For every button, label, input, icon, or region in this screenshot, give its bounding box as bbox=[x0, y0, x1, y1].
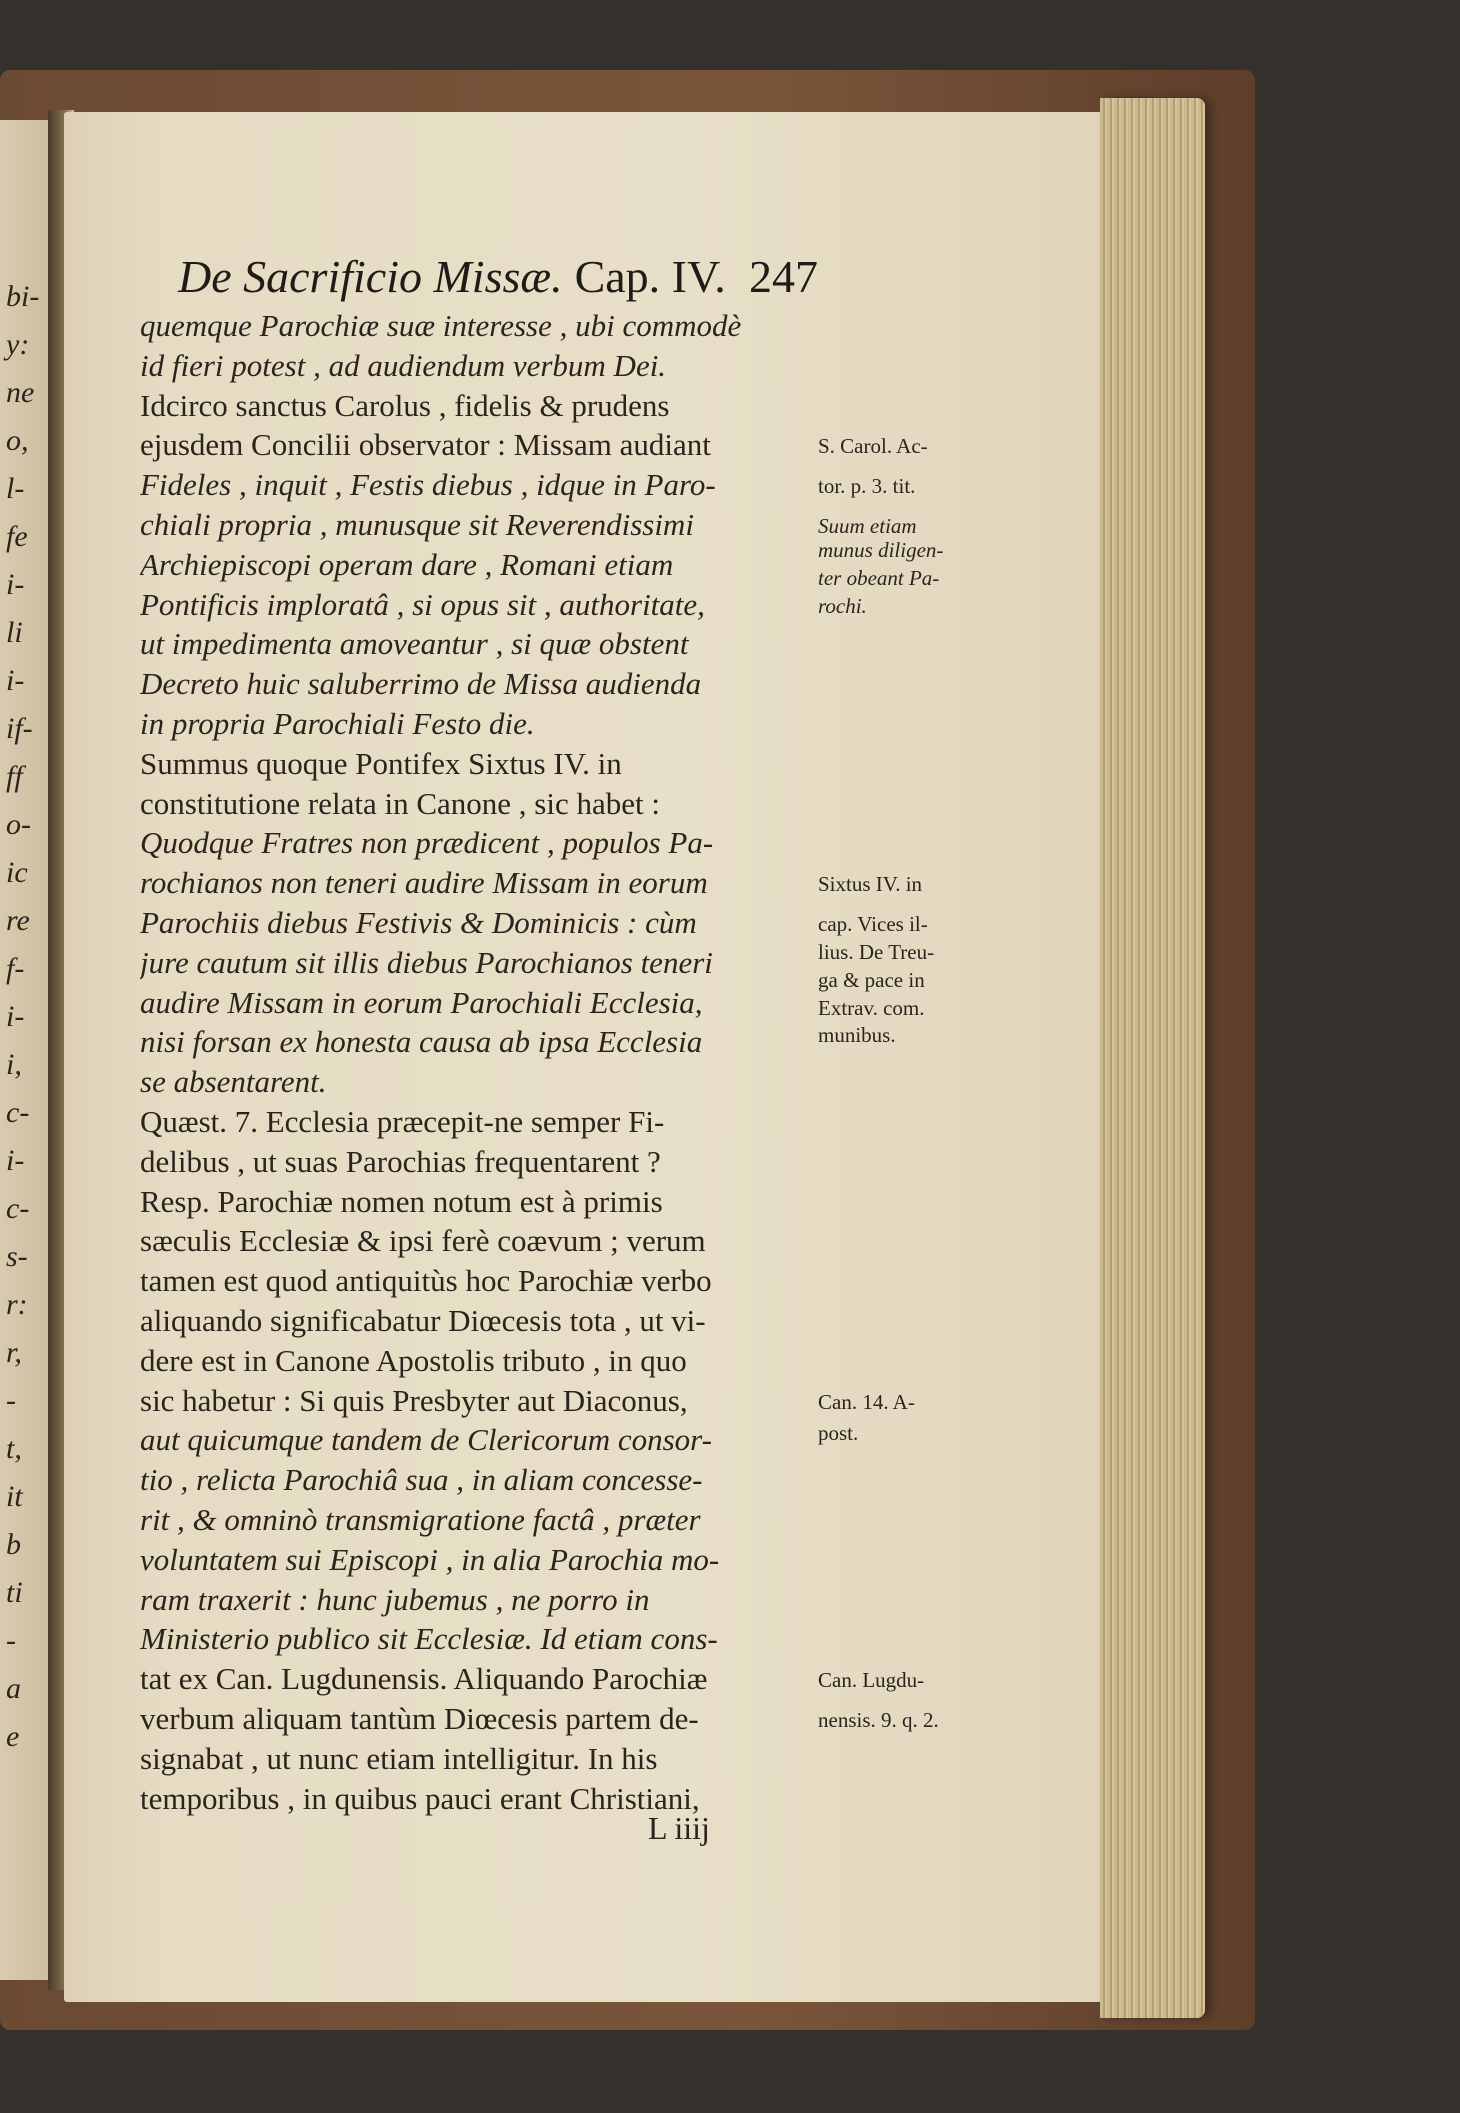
text-line: Decreto huic saluberrimo de Missa audienda bbox=[140, 666, 702, 702]
left-page-fragment: o, bbox=[6, 424, 29, 457]
left-page-fragment: e bbox=[6, 1720, 20, 1753]
text-line: dere est in Canone Apostolis tributo , in quo bbox=[140, 1342, 687, 1378]
text-line: nisi forsan ex honesta causa ab ipsa Ecclesia bbox=[140, 1024, 703, 1060]
header-chapter: Cap. IV. bbox=[574, 251, 726, 302]
margin-note-line: Can. Lugdu- bbox=[818, 1668, 925, 1693]
text-line: verbum aliquam tantùm Diœcesis partem de- bbox=[140, 1701, 699, 1736]
text-line: sic habetur : Si quis Presbyter aut Diaconus, bbox=[140, 1382, 688, 1418]
page-edges bbox=[1100, 98, 1205, 2018]
left-page-fragment: ne bbox=[6, 376, 35, 409]
running-header bbox=[178, 250, 818, 310]
text-line: Summus quoque Pontifex Sixtus IV. in bbox=[140, 745, 622, 781]
text-line: voluntatem sui Episcopi , in alia Parochia mo- bbox=[140, 1541, 720, 1577]
text-line: quemque Parochiæ suæ interesse , ubi commodè bbox=[140, 308, 742, 343]
text-line: Resp. Parochiæ nomen notum est à primis bbox=[140, 1183, 663, 1219]
text-line: aliquando significabatur Diœcesis tota , ut vi- bbox=[140, 1303, 706, 1338]
text-line: ram traxerit : hunc jubemus , ne porro in bbox=[140, 1581, 650, 1617]
text-line: delibus , ut suas Parochias frequentarent ? bbox=[140, 1143, 661, 1179]
left-page-fragment: b bbox=[6, 1528, 21, 1561]
text-line: sæculis Ecclesiæ & ipsi ferè coævum ; verum bbox=[140, 1223, 706, 1259]
text-line: Ministerio publico sit Ecclesiæ. Id etiam cons- bbox=[140, 1621, 718, 1657]
left-page-fragment: ti bbox=[6, 1576, 23, 1609]
text-line: in propria Parochiali Festo die. bbox=[140, 706, 535, 741]
text-line: Fideles , inquit , Festis diebus , idque in Paro- bbox=[140, 467, 716, 503]
text-line: Pontificis imploratâ , si opus sit , authoritate, bbox=[140, 586, 705, 622]
left-page-fragment: i- bbox=[6, 568, 25, 601]
text-line: tio , relicta Parochiâ sua , in aliam concesse- bbox=[140, 1462, 703, 1498]
left-page-fragment: re bbox=[6, 904, 30, 937]
text-line: tat ex Can. Lugdunensis. Aliquando Parochiæ bbox=[140, 1661, 708, 1697]
signature-mark: L iiij bbox=[648, 1810, 710, 1846]
left-page-edge bbox=[0, 120, 52, 1980]
margin-note-line: ter obeant Pa- bbox=[818, 565, 940, 590]
margin-note-line: ga & pace in bbox=[818, 967, 925, 992]
left-page-fragment: fe bbox=[6, 520, 28, 553]
left-page-fragment: r, bbox=[6, 1336, 22, 1369]
text-line: Parochiis diebus Festivis & Dominicis : cùm bbox=[140, 905, 697, 940]
text-line: audire Missam in eorum Parochiali Ecclesia, bbox=[140, 984, 703, 1020]
header-title: De Sacrificio Missæ. bbox=[178, 251, 563, 302]
left-page-fragment: a bbox=[6, 1672, 21, 1705]
left-page-fragment: s- bbox=[6, 1240, 28, 1273]
text-line: rochianos non teneri audire Missam in eorum bbox=[140, 865, 708, 901]
text-line: ejusdem Concilii observator : Missam audiant bbox=[140, 427, 711, 463]
margin-note-line: lius. De Treu- bbox=[818, 939, 935, 964]
margin-note-line: tor. p. 3. tit. bbox=[818, 474, 916, 499]
text-line: Idcirco sanctus Carolus , fidelis & prudens bbox=[140, 387, 670, 423]
left-page-fragment: o- bbox=[6, 808, 31, 841]
left-page-fragment: y: bbox=[6, 328, 30, 361]
margin-note-line: cap. Vices il- bbox=[818, 912, 928, 936]
text-line: tamen est quod antiquitùs hoc Parochiæ verbo bbox=[140, 1263, 712, 1299]
text-line: Quæst. 7. Ecclesia præcepit-ne semper Fi- bbox=[140, 1104, 665, 1139]
text-line: temporibus , in quibus pauci erant Christiani, bbox=[140, 1780, 700, 1816]
left-page-fragment: c- bbox=[6, 1192, 30, 1225]
text-line: se absentarent. bbox=[140, 1064, 327, 1100]
left-page-fragment: t, bbox=[6, 1432, 22, 1465]
left-page-fragment: c- bbox=[6, 1096, 30, 1129]
text-line: signabat , ut nunc etiam intelligitur. In his bbox=[140, 1740, 658, 1776]
margin-note-line: post. bbox=[818, 1421, 859, 1446]
margin-note-line: Can. 14. A- bbox=[818, 1389, 915, 1414]
margin-note-line: munus diligen- bbox=[818, 537, 944, 562]
margin-note-line: Extrav. com. bbox=[818, 995, 925, 1020]
margin-note-line: rochi. bbox=[818, 593, 867, 618]
left-page-fragment: if- bbox=[6, 712, 33, 745]
page-number: 247 bbox=[749, 251, 818, 302]
text-line: constitutione relata in Canone , sic habet : bbox=[140, 785, 660, 821]
left-page-fragment: i, bbox=[6, 1048, 22, 1081]
margin-note-line: munibus. bbox=[818, 1023, 896, 1048]
left-page-fragment: r: bbox=[6, 1288, 28, 1321]
text-line: id fieri potest , ad audiendum verbum Dei. bbox=[140, 347, 667, 383]
left-page-fragment: bi- bbox=[6, 280, 40, 313]
left-page-fragment: i- bbox=[6, 1144, 25, 1177]
left-page-fragment: f- bbox=[6, 952, 25, 985]
text-line: chiali propria , munusque sit Reverendissimi bbox=[140, 507, 694, 542]
text-line: jure cautum sit illis diebus Parochianos teneri bbox=[140, 944, 713, 980]
left-page-fragment: l- bbox=[6, 472, 25, 505]
text-line: Archiepiscopi operam dare , Romani etiam bbox=[140, 546, 674, 582]
left-page-fragment: li bbox=[6, 616, 23, 649]
left-page-fragment: - bbox=[6, 1384, 16, 1417]
margin-note-line: Suum etiam bbox=[818, 514, 917, 538]
left-page-fragment: it bbox=[6, 1480, 23, 1513]
left-page-fragment: i- bbox=[6, 664, 25, 697]
left-page-fragment: ff bbox=[6, 760, 23, 793]
left-page-fragment: ic bbox=[6, 856, 28, 889]
margin-note-line: nensis. 9. q. 2. bbox=[818, 1708, 939, 1732]
text-line: aut quicumque tandem de Clericorum consor- bbox=[140, 1422, 712, 1458]
margin-note-line: S. Carol. Ac- bbox=[818, 434, 928, 459]
text-line: ut impedimenta amoveantur , si quæ obstent bbox=[140, 626, 689, 662]
left-page-fragment: - bbox=[6, 1624, 16, 1657]
text-line: Quodque Fratres non prædicent , populos Pa- bbox=[140, 825, 714, 861]
text-line: rit , & omninò transmigratione factâ , præter bbox=[140, 1502, 701, 1537]
margin-note-line: Sixtus IV. in bbox=[818, 872, 923, 897]
left-page-fragment: i- bbox=[6, 1000, 25, 1033]
